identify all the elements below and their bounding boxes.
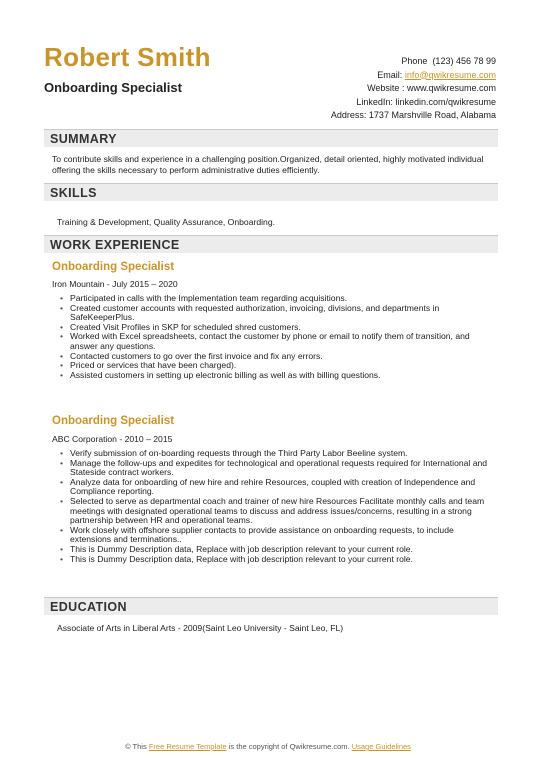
section-heading-summary: SUMMARY (44, 129, 498, 147)
summary-text: To contribute skills and experience in a challenging position.Organized, detail oriented, highly motivated individual offering the skills necessary to perform administrative duties efficiently. (52, 154, 484, 175)
phone-label: Phone (401, 56, 428, 66)
list-item: • Analyze data for onboarding of new hire and rehire Resources, coupled with creation of Independence and Compliance reporting. (70, 478, 495, 497)
contact-email (331, 69, 496, 83)
free-resume-template-link[interactable]: Free Resume Template (148, 742, 227, 751)
job-company: ABC Corporation - 2010 – 2015 (52, 434, 173, 444)
email-link[interactable]: info@qwikresume.com (404, 69, 496, 80)
list-item: • Work closely with offshore supplier contacts to provide assistance on onboarding requests, to include extensions and terminations.. (70, 526, 495, 545)
phone-value: (123) 456 78 99 (432, 56, 496, 66)
list-item: • This is Dummy Description data, Replace with job description relevant to your current role. (70, 545, 495, 555)
section-heading-education: EDUCATION (44, 597, 498, 615)
footer-copyright: is the copyright of Qwikresume.com. (228, 742, 350, 751)
list-item: • Selected to serve as departmental coach and trainer of new hire Resources Facilitate monthly calls and team meetings with designated operational teams to discuss and address issues/concerns, resulting in a strong partnership between HR and operational teams. (70, 497, 495, 526)
contact-block (331, 55, 496, 123)
section-heading-skills: SKILLS (44, 183, 498, 201)
job-bullets (70, 294, 495, 380)
list-item: • Created Visit Profiles in SKP for scheduled shred customers. (70, 323, 495, 333)
list-item: • Participated in calls with the Implementation team regarding acquisitions. (70, 294, 495, 304)
email-label: Email: (377, 69, 403, 80)
address-label: Address: (330, 110, 367, 120)
list-item: • This is Dummy Description data, Replace with job description relevant to your current role. (70, 555, 495, 565)
address-value: 1737 Marshville Road, Alabama (368, 110, 496, 120)
job-title: Onboarding Specialist (52, 415, 175, 427)
contact-address (331, 109, 496, 123)
list-item: • Verify submission of on-boarding requests through the Third Party Labor Beeline system. (70, 449, 495, 459)
list-item: • Assisted customers in setting up electronic billing as well as with billing questions. (70, 371, 495, 381)
education-text: Associate of Arts in Liberal Arts - 2009(Saint Leo University - Saint Leo, FL) (57, 623, 344, 633)
website-value: www.qwikresume.com (406, 83, 496, 93)
contact-phone (331, 55, 496, 69)
list-item: • Worked with Excel spreadsheets, contact the customer by phone or email to notify them of transition, and answer any questions. (70, 332, 495, 351)
list-item: • Created customer accounts with requested authorization, invoicing, divisions, and departments in SafeKeeperPlus. (70, 304, 495, 323)
section-heading-experience: WORK EXPERIENCE (44, 235, 498, 253)
linkedin-label: LinkedIn: (356, 96, 393, 107)
linkedin-value: linkedin.com/qwikresume (395, 96, 496, 107)
list-item: • Manage the follow-ups and expedites for technological and operational requests required for International and Stateside contract workers. (70, 459, 495, 478)
contact-linkedin (331, 96, 496, 110)
contact-website (331, 82, 496, 96)
usage-guidelines-link[interactable]: Usage Guidelines (351, 742, 411, 751)
job-bullets (70, 449, 495, 564)
website-label: Website : (367, 83, 405, 93)
skills-text: Training & Development, Quality Assurance, Onboarding. (57, 217, 275, 227)
list-item: • Contacted customers to go over the first invoice and fix any errors. (70, 352, 495, 362)
footer (0, 742, 536, 751)
list-item: • Priced or services that have been charged). (70, 361, 495, 371)
job-company: Iron Mountain - July 2015 – 2020 (52, 279, 178, 289)
job-title: Onboarding Specialist (52, 261, 175, 273)
candidate-name: Robert Smith (44, 42, 211, 72)
footer-prefix: © This (125, 742, 147, 751)
candidate-title: Onboarding Specialist (44, 80, 182, 95)
